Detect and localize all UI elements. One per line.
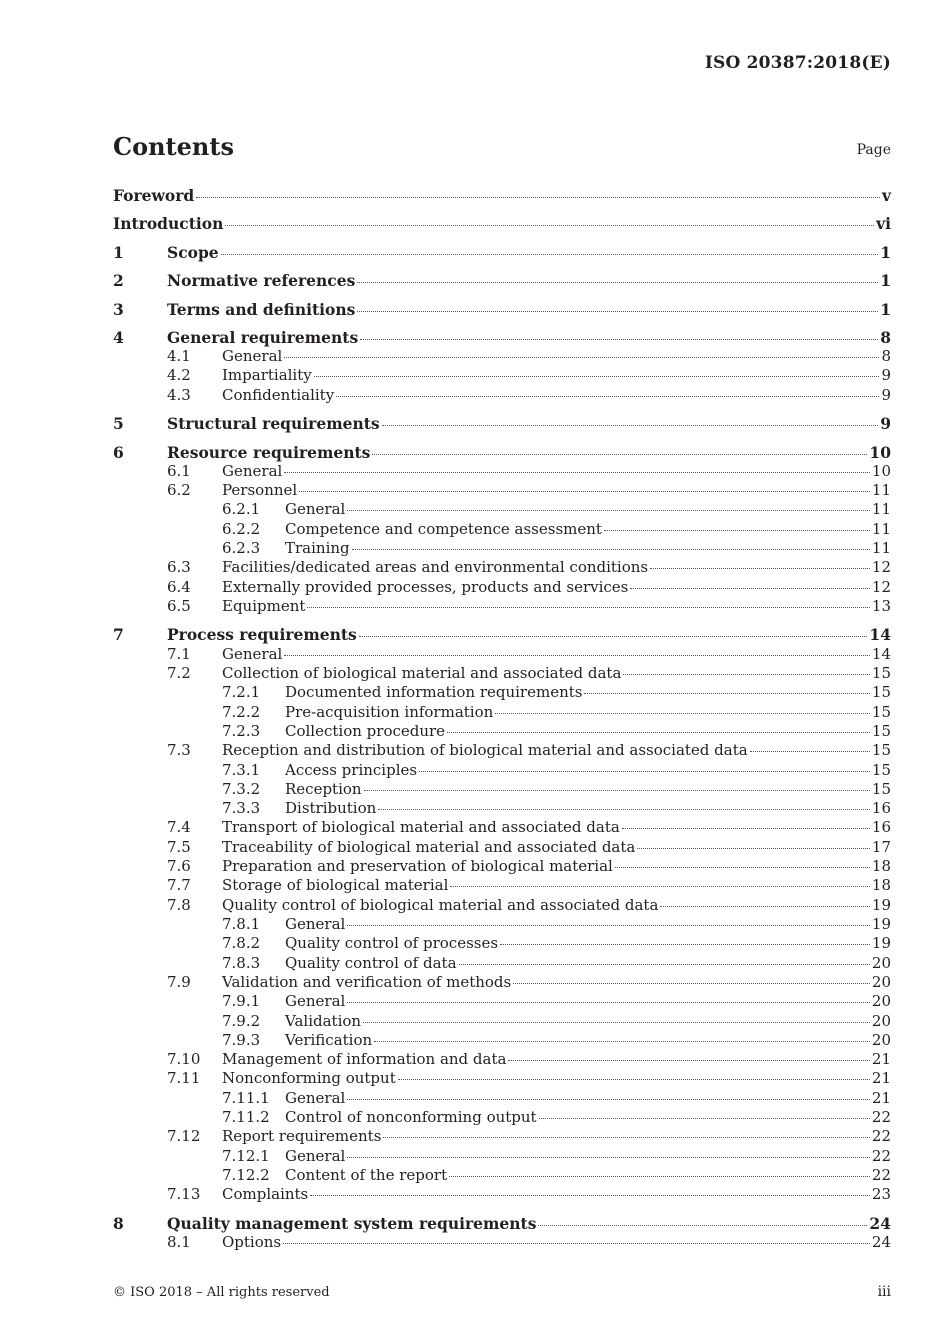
toc-entry-page: 1 <box>880 300 891 319</box>
toc-entry-page: 20 <box>871 954 891 972</box>
toc-entry-title: Confidentiality <box>222 386 335 404</box>
toc-entry-number: 4 <box>113 328 124 347</box>
toc-entry-title: Options <box>222 1233 282 1251</box>
toc-entry-title: Transport of biological material and associated data <box>222 818 620 836</box>
toc-entry-number: 7.8 <box>167 896 191 914</box>
toc-entry-title: Terms and definitions <box>167 300 356 319</box>
toc-entry-page: v <box>881 186 891 205</box>
toc-entry-title: Access principles <box>285 761 418 779</box>
toc-entry-title: General <box>285 915 346 933</box>
toc-entry[interactable] <box>113 992 891 1011</box>
contents-title: Contents <box>113 132 234 161</box>
toc-entry[interactable] <box>113 741 891 760</box>
toc-entry-title: Validation <box>285 1012 362 1030</box>
dot-leader <box>347 925 870 926</box>
toc-entry-page: 11 <box>871 520 891 538</box>
toc-entry[interactable] <box>113 1050 891 1069</box>
toc-entry-title: Collection of biological material and associated data <box>222 664 622 682</box>
toc-entry[interactable] <box>113 1166 891 1185</box>
toc-entry-number: 7.6 <box>167 857 191 875</box>
toc-entry-number: 8.1 <box>167 1233 191 1251</box>
toc-entry-title: Management of information and data <box>222 1050 507 1068</box>
toc-entry[interactable] <box>113 520 891 539</box>
dot-leader <box>314 376 880 377</box>
toc-entry-number: 7.12.1 <box>222 1147 270 1165</box>
toc-entry-number: 7.4 <box>167 818 191 836</box>
toc-entry[interactable] <box>113 386 891 405</box>
toc-entry[interactable] <box>113 934 891 953</box>
dot-leader <box>604 530 870 531</box>
toc-entry-page: 16 <box>871 818 891 836</box>
toc-entry-number: 6.2.2 <box>222 520 261 538</box>
toc-entry[interactable] <box>113 1012 891 1031</box>
toc-entry-page: 21 <box>871 1069 891 1087</box>
dot-leader <box>623 674 870 675</box>
toc-entry-title: General <box>222 645 283 663</box>
toc-entry-number: 6.5 <box>167 597 191 615</box>
toc-entry-title: Equipment <box>222 597 306 615</box>
toc-entry[interactable] <box>113 645 891 664</box>
toc-entry-page: 15 <box>871 683 891 701</box>
toc-entry-number: 7 <box>113 625 124 644</box>
toc-entry-title: Complaints <box>222 1185 309 1203</box>
toc-entry-title: Collection procedure <box>285 722 446 740</box>
document-id: ISO 20387:2018(E) <box>704 53 891 73</box>
toc-entry-number: 6.3 <box>167 558 191 576</box>
toc-entry-number: 7.12 <box>167 1127 201 1145</box>
toc-entry[interactable] <box>113 578 891 597</box>
toc-entry-number: 7.2.3 <box>222 722 261 740</box>
toc-entry-title: Verification <box>285 1031 373 1049</box>
toc-entry[interactable] <box>113 1108 891 1127</box>
toc-entry-number: 7.11.1 <box>222 1089 270 1107</box>
toc-entry-number: 7.12.2 <box>222 1166 270 1184</box>
toc-entry-page: 12 <box>871 558 891 576</box>
dot-leader <box>398 1079 870 1080</box>
toc-entry-page: 18 <box>871 857 891 875</box>
toc-entry[interactable] <box>113 500 891 519</box>
toc-entry-title: Introduction <box>113 214 224 233</box>
toc-entry-page: 11 <box>871 481 891 499</box>
toc-entry-page: 15 <box>871 722 891 740</box>
toc-entry-title: Reception and distribution of biological material and associated data <box>222 741 748 759</box>
dot-leader <box>508 1060 869 1061</box>
toc-entry-title: General <box>285 992 346 1010</box>
toc-entry[interactable] <box>113 838 891 857</box>
toc-entry-page: 22 <box>871 1108 891 1126</box>
toc-entry-title: General requirements <box>167 328 359 347</box>
dot-leader <box>307 607 870 608</box>
toc-entry-page: 15 <box>871 664 891 682</box>
dot-leader <box>221 254 879 255</box>
toc-entry-title: Normative references <box>167 271 356 290</box>
dot-leader <box>283 1243 870 1244</box>
toc-entry-page: 15 <box>871 741 891 759</box>
toc-entry-title: Facilities/dedicated areas and environmental conditions <box>222 558 649 576</box>
toc-entry-number: 7.9 <box>167 973 191 991</box>
toc-entry[interactable] <box>113 443 891 462</box>
toc-entry-page: vi <box>876 214 891 233</box>
dot-leader <box>450 886 870 887</box>
toc-entry[interactable] <box>113 780 891 799</box>
toc-entry-number: 7.3 <box>167 741 191 759</box>
toc-entry[interactable] <box>113 414 891 433</box>
toc-entry[interactable] <box>113 1233 891 1252</box>
toc-entry-title: Quality management system requirements <box>167 1214 537 1233</box>
toc-entry-number: 6.2.1 <box>222 500 261 518</box>
toc-entry[interactable] <box>113 328 891 347</box>
toc-entry[interactable] <box>113 876 891 895</box>
toc-entry[interactable] <box>113 683 891 702</box>
toc-entry-title: Scope <box>167 243 219 262</box>
toc-entry-page: 12 <box>871 578 891 596</box>
toc-entry[interactable] <box>113 271 891 290</box>
toc-entry[interactable] <box>113 597 891 616</box>
dot-leader <box>372 454 867 455</box>
toc-entry-title: Foreword <box>113 186 195 205</box>
toc-entry-page: 20 <box>871 992 891 1010</box>
toc-entry-number: 7.10 <box>167 1050 201 1068</box>
dot-leader <box>336 396 879 397</box>
toc-entry-title: Documented information requirements <box>285 683 583 701</box>
toc-entry-number: 6.2 <box>167 481 191 499</box>
toc-entry-page: 9 <box>881 366 891 384</box>
toc-entry[interactable] <box>113 347 891 366</box>
toc-entry[interactable] <box>113 1185 891 1204</box>
page-number: iii <box>877 1284 891 1300</box>
toc-entry-title: Storage of biological material <box>222 876 449 894</box>
toc-entry-page: 10 <box>871 462 891 480</box>
dot-leader <box>539 1118 870 1119</box>
dot-leader <box>357 311 878 312</box>
toc-entry-title: Traceability of biological material and associated data <box>222 838 636 856</box>
toc-entry-title: Distribution <box>285 799 377 817</box>
toc-entry-page: 14 <box>871 645 891 663</box>
toc-entry-number: 7.2 <box>167 664 191 682</box>
toc-entry-page: 10 <box>869 443 891 462</box>
dot-leader <box>284 655 870 656</box>
toc-entry-page: 19 <box>871 896 891 914</box>
toc-entry-page: 21 <box>871 1050 891 1068</box>
toc-entry-number: 4.3 <box>167 386 191 404</box>
dot-leader <box>378 809 870 810</box>
dot-leader <box>584 693 869 694</box>
toc-entry[interactable] <box>113 481 891 500</box>
toc-entry-number: 7.9.3 <box>222 1031 261 1049</box>
toc-entry-title: Quality control of biological material and associated data <box>222 896 659 914</box>
toc-entry-title: Quality control of data <box>285 954 457 972</box>
dot-leader <box>310 1195 870 1196</box>
dot-leader <box>447 732 870 733</box>
toc-entry-title: Pre-acquisition information <box>285 703 494 721</box>
toc-entry-number: 6.2.3 <box>222 539 261 557</box>
dot-leader <box>383 1137 869 1138</box>
dot-leader <box>347 510 870 511</box>
toc-entry-number: 7.8.1 <box>222 915 261 933</box>
dot-leader <box>359 636 868 637</box>
toc-entry-page: 17 <box>871 838 891 856</box>
toc-entry-number: 7.2.2 <box>222 703 261 721</box>
toc-entry[interactable] <box>113 625 891 644</box>
dot-leader <box>347 1002 870 1003</box>
toc-entry-title: Process requirements <box>167 625 357 644</box>
toc-entry[interactable] <box>113 1214 891 1233</box>
toc-entry[interactable] <box>113 558 891 577</box>
toc-entry[interactable] <box>113 1031 891 1050</box>
copyright-notice: © ISO 2018 – All rights reserved <box>113 1285 330 1300</box>
dot-leader <box>660 906 870 907</box>
toc-entry[interactable] <box>113 857 891 876</box>
toc-entry-page: 20 <box>871 1012 891 1030</box>
toc-entry[interactable] <box>113 915 891 934</box>
toc-entry-page: 14 <box>869 625 891 644</box>
toc-entry-number: 7.5 <box>167 838 191 856</box>
toc-entry-number: 7.3.3 <box>222 799 261 817</box>
toc-entry-page: 8 <box>881 347 891 365</box>
toc-entry-number: 7.3.1 <box>222 761 261 779</box>
toc-entry-title: Reception <box>285 780 362 798</box>
toc-entry-title: Content of the report <box>285 1166 448 1184</box>
toc-entry[interactable] <box>113 664 891 683</box>
toc-entry-title: General <box>285 1089 346 1107</box>
toc-entry[interactable] <box>113 818 891 837</box>
dot-leader <box>357 282 878 283</box>
dot-leader <box>538 1225 867 1226</box>
dot-leader <box>196 197 880 198</box>
toc-entry-page: 9 <box>880 414 891 433</box>
toc-entry-number: 5 <box>113 414 124 433</box>
toc-entry-title: Nonconforming output <box>222 1069 396 1087</box>
toc-entry[interactable] <box>113 186 891 205</box>
toc-entry-number: 7.9.1 <box>222 992 261 1010</box>
toc-entry[interactable] <box>113 973 891 992</box>
toc-entry[interactable] <box>113 761 891 780</box>
toc-entry-page: 11 <box>871 500 891 518</box>
toc-entry[interactable] <box>113 896 891 915</box>
toc-entry-page: 20 <box>871 973 891 991</box>
toc-entry-title: General <box>222 347 283 365</box>
toc-entry[interactable] <box>113 462 891 481</box>
toc-entry-page: 18 <box>871 876 891 894</box>
dot-leader <box>347 1157 870 1158</box>
toc-entry-number: 4.2 <box>167 366 191 384</box>
dot-leader <box>419 771 870 772</box>
toc-entry[interactable] <box>113 799 891 818</box>
toc-entry-page: 21 <box>871 1089 891 1107</box>
toc-entry-number: 6.1 <box>167 462 191 480</box>
toc-entry-number: 4.1 <box>167 347 191 365</box>
dot-leader <box>352 549 870 550</box>
toc-entry-page: 19 <box>871 915 891 933</box>
toc-entry-number: 7.3.2 <box>222 780 261 798</box>
dot-leader <box>500 944 870 945</box>
dot-leader <box>650 568 870 569</box>
dot-leader <box>630 588 870 589</box>
toc-entry-number: 7.11 <box>167 1069 201 1087</box>
toc-entry-number: 7.11.2 <box>222 1108 270 1126</box>
toc-entry-title: Control of nonconforming output <box>285 1108 537 1126</box>
dot-leader <box>374 1041 870 1042</box>
toc-entry[interactable] <box>113 954 891 973</box>
toc-entry-title: Report requirements <box>222 1127 382 1145</box>
dot-leader <box>615 867 870 868</box>
dot-leader <box>284 357 879 358</box>
toc-entry-page: 11 <box>871 539 891 557</box>
page-column-label: Page <box>856 142 891 158</box>
toc-entry-title: Training <box>285 539 350 557</box>
toc-entry-title: Preparation and preservation of biological material <box>222 857 613 875</box>
dot-leader <box>495 713 870 714</box>
dot-leader <box>637 848 870 849</box>
toc-entry[interactable] <box>113 539 891 558</box>
toc-entry-number: 7.13 <box>167 1185 201 1203</box>
toc-entry[interactable] <box>113 722 891 741</box>
toc-entry[interactable] <box>113 366 891 385</box>
dot-leader <box>513 983 870 984</box>
toc-entry-title: Externally provided processes, products and services <box>222 578 629 596</box>
toc-entry-title: General <box>222 462 283 480</box>
toc-entry-number: 7.9.2 <box>222 1012 261 1030</box>
toc-entry-title: Personnel <box>222 481 298 499</box>
toc-entry-title: General <box>285 1147 346 1165</box>
toc-entry-page: 15 <box>871 703 891 721</box>
toc-entry-number: 7.1 <box>167 645 191 663</box>
toc-entry-title: Competence and competence assessment <box>285 520 602 538</box>
dot-leader <box>360 339 878 340</box>
toc-entry-page: 1 <box>880 243 891 262</box>
toc-entry-number: 8 <box>113 1214 124 1233</box>
toc-entry-title: General <box>285 500 346 518</box>
toc-entry-page: 22 <box>871 1147 891 1165</box>
toc-entry[interactable] <box>113 1069 891 1088</box>
toc-entry-page: 13 <box>871 597 891 615</box>
toc-entry-number: 3 <box>113 300 124 319</box>
toc-entry-page: 22 <box>871 1166 891 1184</box>
toc-entry-page: 19 <box>871 934 891 952</box>
toc-entry-page: 9 <box>881 386 891 404</box>
dot-leader <box>225 225 874 226</box>
toc-entry[interactable] <box>113 1089 891 1108</box>
toc-entry-number: 1 <box>113 243 124 262</box>
toc-entry[interactable] <box>113 1147 891 1166</box>
toc-entry-title: Quality control of processes <box>285 934 499 952</box>
toc-entry-number: 7.7 <box>167 876 191 894</box>
toc-entry[interactable] <box>113 1127 891 1146</box>
dot-leader <box>364 790 870 791</box>
toc-entry-page: 24 <box>871 1233 891 1251</box>
dot-leader <box>622 828 870 829</box>
toc-entry-title: Validation and verification of methods <box>222 973 512 991</box>
toc-entry-page: 8 <box>880 328 891 347</box>
dot-leader <box>382 425 879 426</box>
toc-entry-number: 2 <box>113 271 124 290</box>
toc-entry-page: 15 <box>871 761 891 779</box>
dot-leader <box>750 751 870 752</box>
dot-leader <box>363 1022 870 1023</box>
toc-entry[interactable] <box>113 243 891 262</box>
toc-entry-number: 7.8.2 <box>222 934 261 952</box>
dot-leader <box>449 1176 870 1177</box>
toc-entry[interactable] <box>113 214 891 233</box>
toc-entry-page: 1 <box>880 271 891 290</box>
toc-entry-number: 7.2.1 <box>222 683 261 701</box>
toc-entry-page: 23 <box>871 1185 891 1203</box>
toc-entry-page: 20 <box>871 1031 891 1049</box>
dot-leader <box>347 1099 870 1100</box>
toc-entry-title: Resource requirements <box>167 443 371 462</box>
toc-entry-page: 24 <box>869 1214 891 1233</box>
dot-leader <box>459 964 870 965</box>
toc-entry-page: 15 <box>871 780 891 798</box>
toc-entry-number: 6.4 <box>167 578 191 596</box>
toc-entry-number: 7.8.3 <box>222 954 261 972</box>
dot-leader <box>299 491 870 492</box>
toc-entry-title: Impartiality <box>222 366 312 384</box>
toc-entry[interactable] <box>113 703 891 722</box>
toc-entry-page: 16 <box>871 799 891 817</box>
dot-leader <box>284 472 870 473</box>
toc-entry-number: 6 <box>113 443 124 462</box>
toc-entry-title: Structural requirements <box>167 414 380 433</box>
toc-entry[interactable] <box>113 300 891 319</box>
toc-entry-page: 22 <box>871 1127 891 1145</box>
